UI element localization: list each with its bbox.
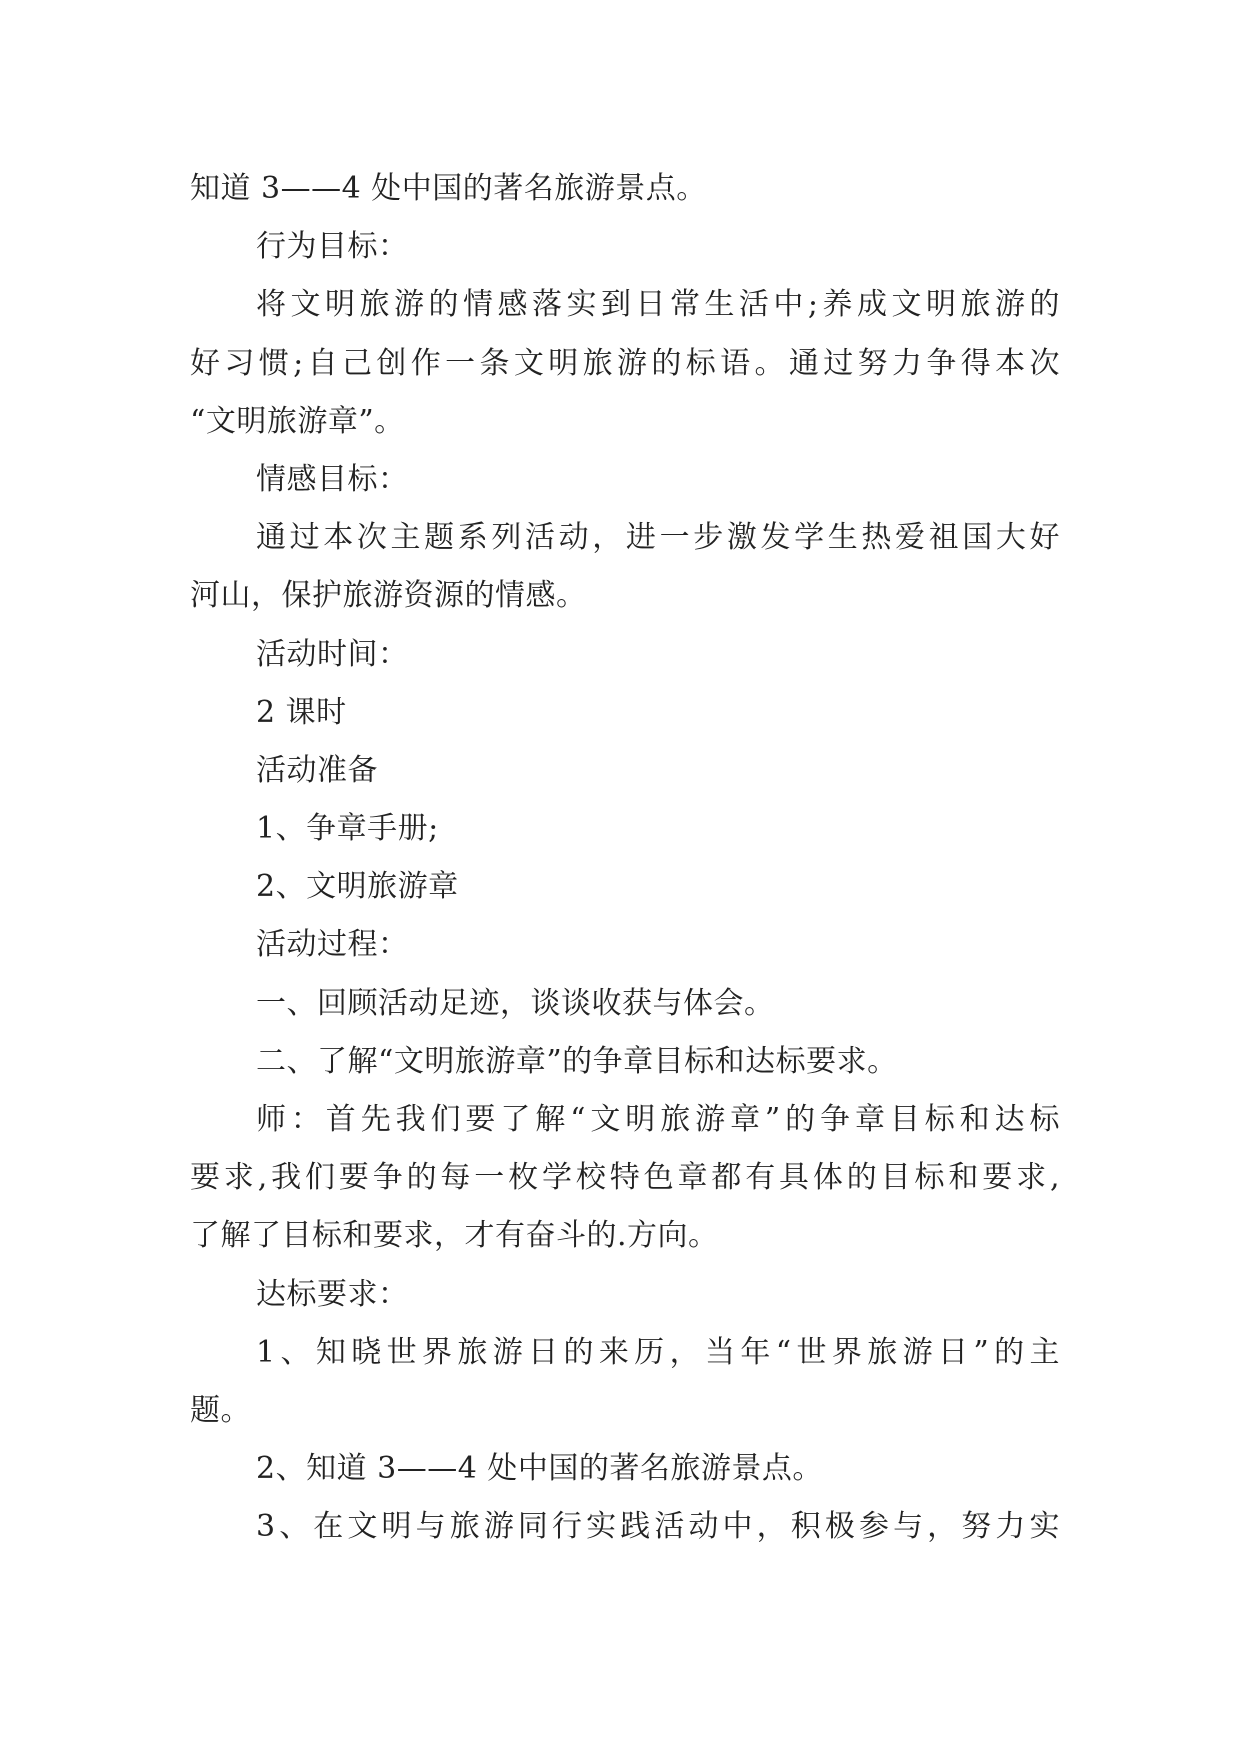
text-line: 知道 3——4 处中国的著名旅游景点。: [190, 171, 707, 206]
text-line: 2 课时: [256, 694, 347, 730]
text-line: 行为目标：: [256, 229, 409, 265]
text-line: 活动过程：: [256, 927, 409, 963]
text-line: 2、文明旅游章: [256, 869, 459, 905]
text-line: 活动准备: [256, 752, 378, 788]
text-line: 活动时间：: [256, 636, 409, 672]
text-line: 3、在文明与旅游同行实践活动中，积极参与，努力实: [256, 1509, 1060, 1545]
document-body: [190, 160, 1060, 1557]
text-line: “文明旅游章”。: [190, 403, 405, 439]
text-line: 将文明旅游的情感落实到日常生活中;养成文明旅游的: [256, 287, 1060, 323]
text-line: 了解了目标和要求，才有奋斗的.方向。: [190, 1218, 719, 1254]
text-line: 1、争章手册;: [256, 811, 439, 847]
text-line: 通过本次主题系列活动，进一步激发学生热爱祖国大好: [256, 520, 1060, 556]
text-line: 情感目标：: [256, 461, 409, 497]
text-line: 达标要求：: [256, 1276, 409, 1312]
text-line: 要求,我们要争的每一枚学校特色章都有具体的目标和要求,: [190, 1160, 1060, 1196]
text-line: 河山，保护旅游资源的情感。: [190, 578, 587, 614]
text-line: 好习惯;自己创作一条文明旅游的标语。通过努力争得本次: [190, 345, 1060, 381]
text-line: 题。: [190, 1392, 251, 1428]
text-line: 一、回顾活动足迹，谈谈收获与体会。: [256, 985, 775, 1021]
text-line: 1、知晓世界旅游日的来历，当年“世界旅游日”的主: [256, 1334, 1060, 1370]
text-line: 师：首先我们要了解“文明旅游章”的争章目标和达标: [256, 1102, 1060, 1137]
text-line: 2、知道 3——4 处中国的著名旅游景点。: [256, 1451, 823, 1487]
text-line: 二、了解“文明旅游章”的争章目标和达标要求。: [256, 1043, 898, 1079]
